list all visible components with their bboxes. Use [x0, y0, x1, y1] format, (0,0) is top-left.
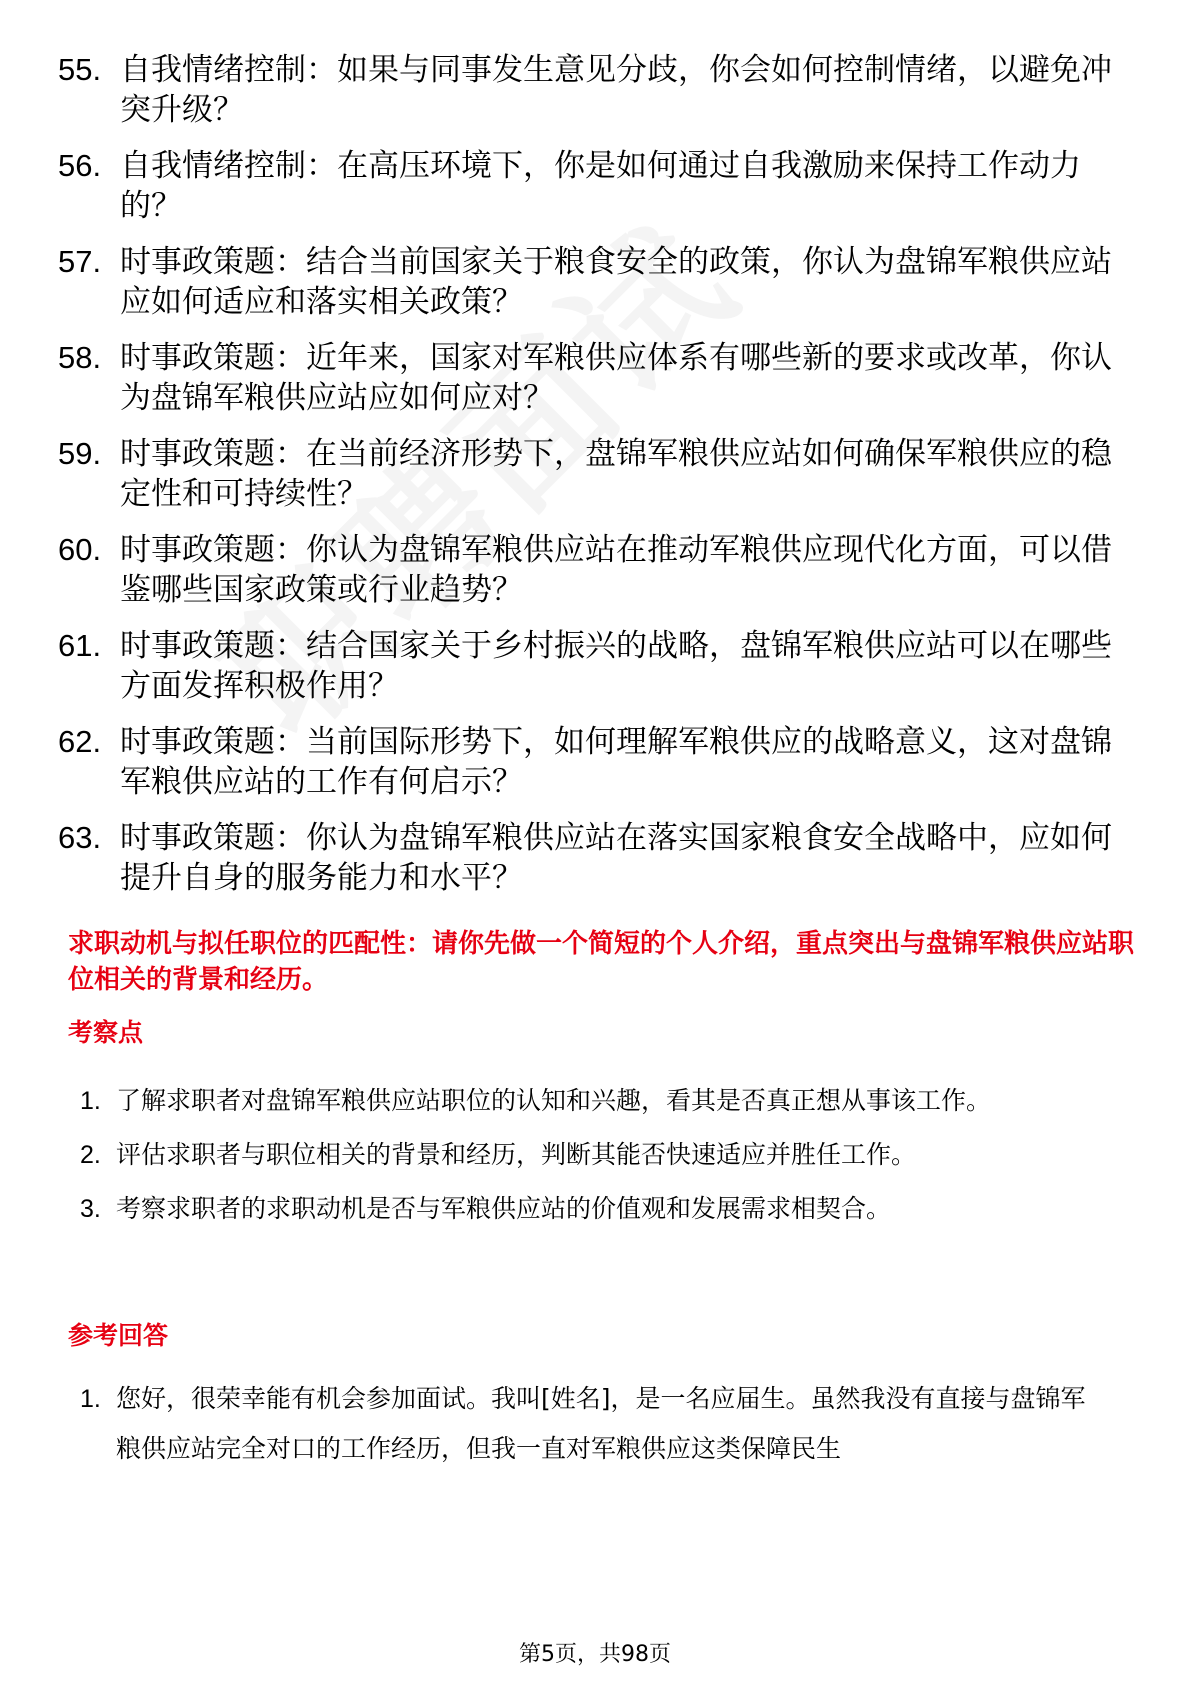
list-item — [80, 1130, 1120, 1180]
question-text: 时事政策题：近年来，国家对军粮供应体系有哪些新的要求或改革，你认为盘锦军粮供应站应如何应对？ — [120, 340, 1112, 416]
list-item — [80, 1076, 1120, 1126]
question-item — [58, 722, 1138, 802]
question-item — [58, 434, 1138, 514]
examine-list — [80, 1076, 1120, 1238]
answer-heading: 参考回答 — [68, 1321, 169, 1350]
question-number: 62. — [58, 724, 102, 759]
question-number: 59. — [58, 436, 102, 471]
question-item — [58, 818, 1138, 898]
question-text: 时事政策题：结合当前国家关于粮食安全的政策，你认为盘锦军粮供应站应如何适应和落实相关政策？ — [120, 244, 1112, 320]
question-list — [58, 50, 1138, 914]
list-text: 您好，很荣幸能有机会参加面试。我叫[姓名]，是一名应届生。虽然我没有直接与盘锦军粮供应站完全对口的工作经历，但我一直对军粮供应这类保障民生 — [116, 1384, 1086, 1463]
question-text: 时事政策题：你认为盘锦军粮供应站在落实国家粮食安全战略中，应如何提升自身的服务能力和水平？ — [120, 820, 1112, 896]
question-number: 55. — [58, 52, 102, 87]
page-footer: 第5页，共98页 — [519, 1642, 671, 1667]
question-item — [58, 242, 1138, 322]
question-text: 自我情绪控制：如果与同事发生意见分歧，你会如何控制情绪，以避免冲突升级？ — [120, 52, 1112, 128]
question-item — [58, 530, 1138, 610]
question-number: 56. — [58, 148, 102, 183]
list-text: 考察求职者的求职动机是否与军粮供应站的价值观和发展需求相契合。 — [116, 1194, 892, 1223]
highlight-question: 求职动机与拟任职位的匹配性：请你先做一个简短的个人介绍，重点突出与盘锦军粮供应站职位相关的背景和经历。 — [68, 929, 1135, 995]
question-item — [58, 50, 1138, 130]
question-number: 63. — [58, 820, 102, 855]
list-number: 1. — [80, 1087, 101, 1115]
question-text: 时事政策题：你认为盘锦军粮供应站在推动军粮供应现代化方面，可以借鉴哪些国家政策或行业趋势？ — [120, 532, 1112, 608]
question-item — [58, 338, 1138, 418]
question-text: 时事政策题：结合国家关于乡村振兴的战略，盘锦军粮供应站可以在哪些方面发挥积极作用？ — [120, 628, 1112, 704]
list-item — [80, 1184, 1120, 1234]
list-item — [80, 1374, 1120, 1474]
question-text: 自我情绪控制：在高压环境下，你是如何通过自我激励来保持工作动力的？ — [120, 148, 1081, 224]
question-number: 60. — [58, 532, 102, 567]
list-number: 1. — [80, 1385, 101, 1413]
list-number: 3. — [80, 1195, 101, 1223]
question-text: 时事政策题：当前国际形势下，如何理解军粮供应的战略意义，这对盘锦军粮供应站的工作有何启示？ — [120, 724, 1112, 800]
question-item — [58, 146, 1138, 226]
answer-list — [80, 1374, 1120, 1478]
list-text: 了解求职者对盘锦军粮供应站职位的认知和兴趣，看其是否真正想从事该工作。 — [116, 1086, 992, 1115]
question-number: 61. — [58, 628, 102, 663]
question-number: 58. — [58, 340, 102, 375]
list-text: 评估求职者与职位相关的背景和经历，判断其能否快速适应并胜任工作。 — [116, 1140, 917, 1169]
list-number: 2. — [80, 1141, 101, 1169]
question-text: 时事政策题：在当前经济形势下，盘锦军粮供应站如何确保军粮供应的稳定性和可持续性？ — [120, 436, 1112, 512]
examine-heading: 考察点 — [68, 1018, 144, 1047]
question-number: 57. — [58, 244, 102, 279]
question-item — [58, 626, 1138, 706]
